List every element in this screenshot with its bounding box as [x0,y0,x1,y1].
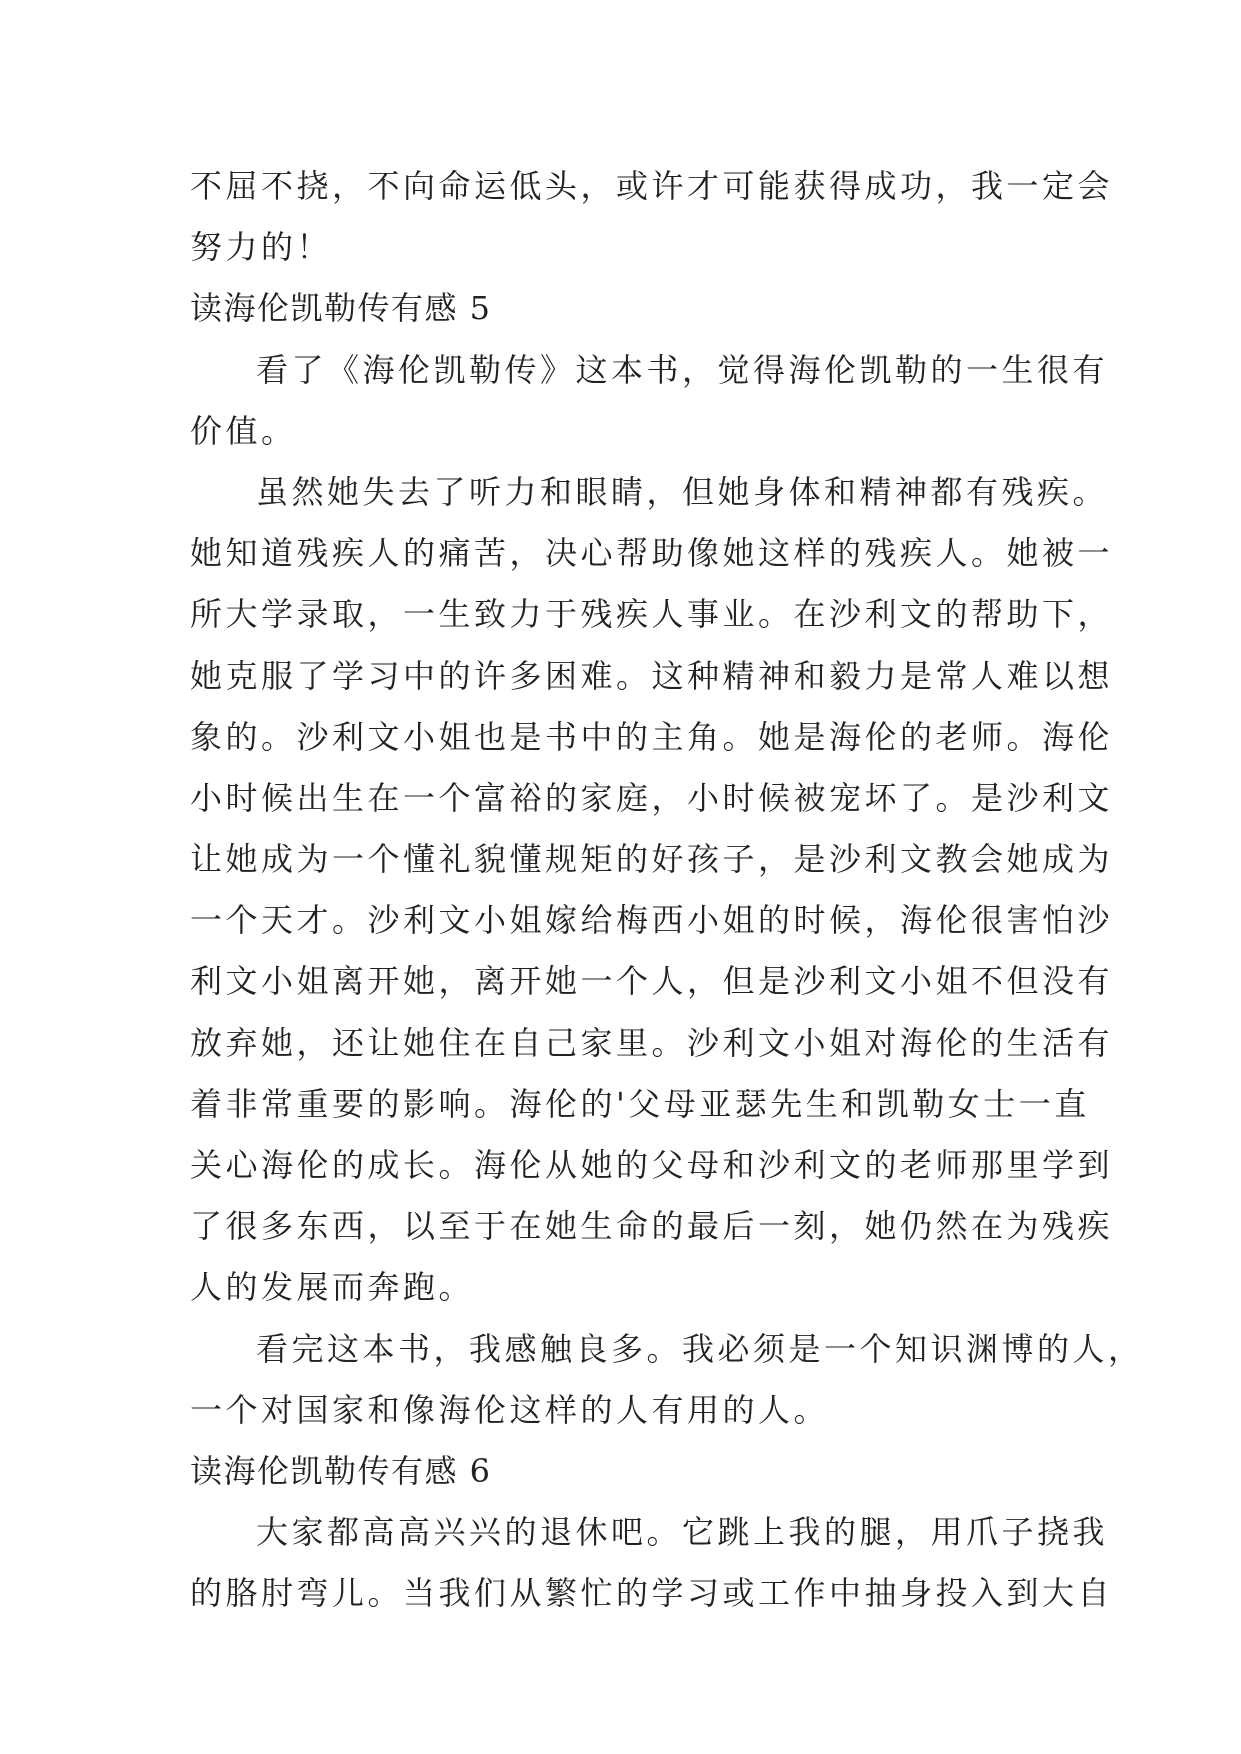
text-line: 利文小姐离开她，离开她一个人，但是沙利文小姐不但没有 [190,962,1114,1001]
text-line: 看了《海伦凯勒传》这本书，觉得海伦凯勒的一生很有 [256,350,1109,389]
text-line: 虽然她失去了听力和眼睛，但她身体和精神都有残疾。 [256,472,1109,511]
text-line: 她克服了学习中的许多困难。这种精神和毅力是常人难以想 [190,656,1114,695]
section-heading: 读海伦凯勒传有感 5 [190,289,492,328]
text-line: 价值。 [190,411,297,450]
text-line: 一个天才。沙利文小姐嫁给梅西小姐的时候，海伦很害怕沙 [190,901,1114,940]
text-line: 大家都高高兴兴的退休吧。它跳上我的腿，用爪子挠我 [256,1513,1109,1552]
text-line: 放弃她，还让她住在自己家里。沙利文小姐对海伦的生活有 [190,1023,1114,1062]
text-line: 不屈不挠，不向命运低头，或许才可能获得成功，我一定会 [190,167,1114,205]
text-line: 着非常重要的影响。海伦的'父母亚瑟先生和凯勒女士一直 [190,1084,1090,1123]
document-body [190,156,1144,1625]
text-line: 小时候出生在一个富裕的家庭，小时候被宠坏了。是沙利文 [190,778,1114,817]
text-line: 关心海伦的成长。海伦从她的父母和沙利文的老师那里学到 [190,1146,1114,1184]
text-line: 象的。沙利文小姐也是书中的主角。她是海伦的老师。海伦 [190,717,1114,756]
text-line: 努力的！ [190,228,333,267]
text-line: 所大学录取，一生致力于残疾人事业。在沙利文的帮助下， [190,595,1114,634]
text-line: 的胳肘弯儿。当我们从繁忙的学习或工作中抽身投入到大自 [190,1574,1114,1613]
text-line: 让她成为一个懂礼貌懂规矩的好孩子，是沙利文教会她成为 [190,840,1114,879]
section-heading: 读海伦凯勒传有感 6 [190,1451,492,1490]
text-line: 人的发展而奔跑。 [190,1268,475,1307]
text-line: 看完这本书，我感触良多。我必须是一个知识渊博的人， [256,1329,1144,1368]
text-line: 她知道残疾人的痛苦，决心帮助像她这样的残疾人。她被一 [190,534,1114,573]
text-line: 了很多东西，以至于在她生命的最后一刻，她仍然在为残疾 [190,1207,1114,1246]
text-line: 一个对国家和像海伦这样的人有用的人。 [190,1390,830,1429]
